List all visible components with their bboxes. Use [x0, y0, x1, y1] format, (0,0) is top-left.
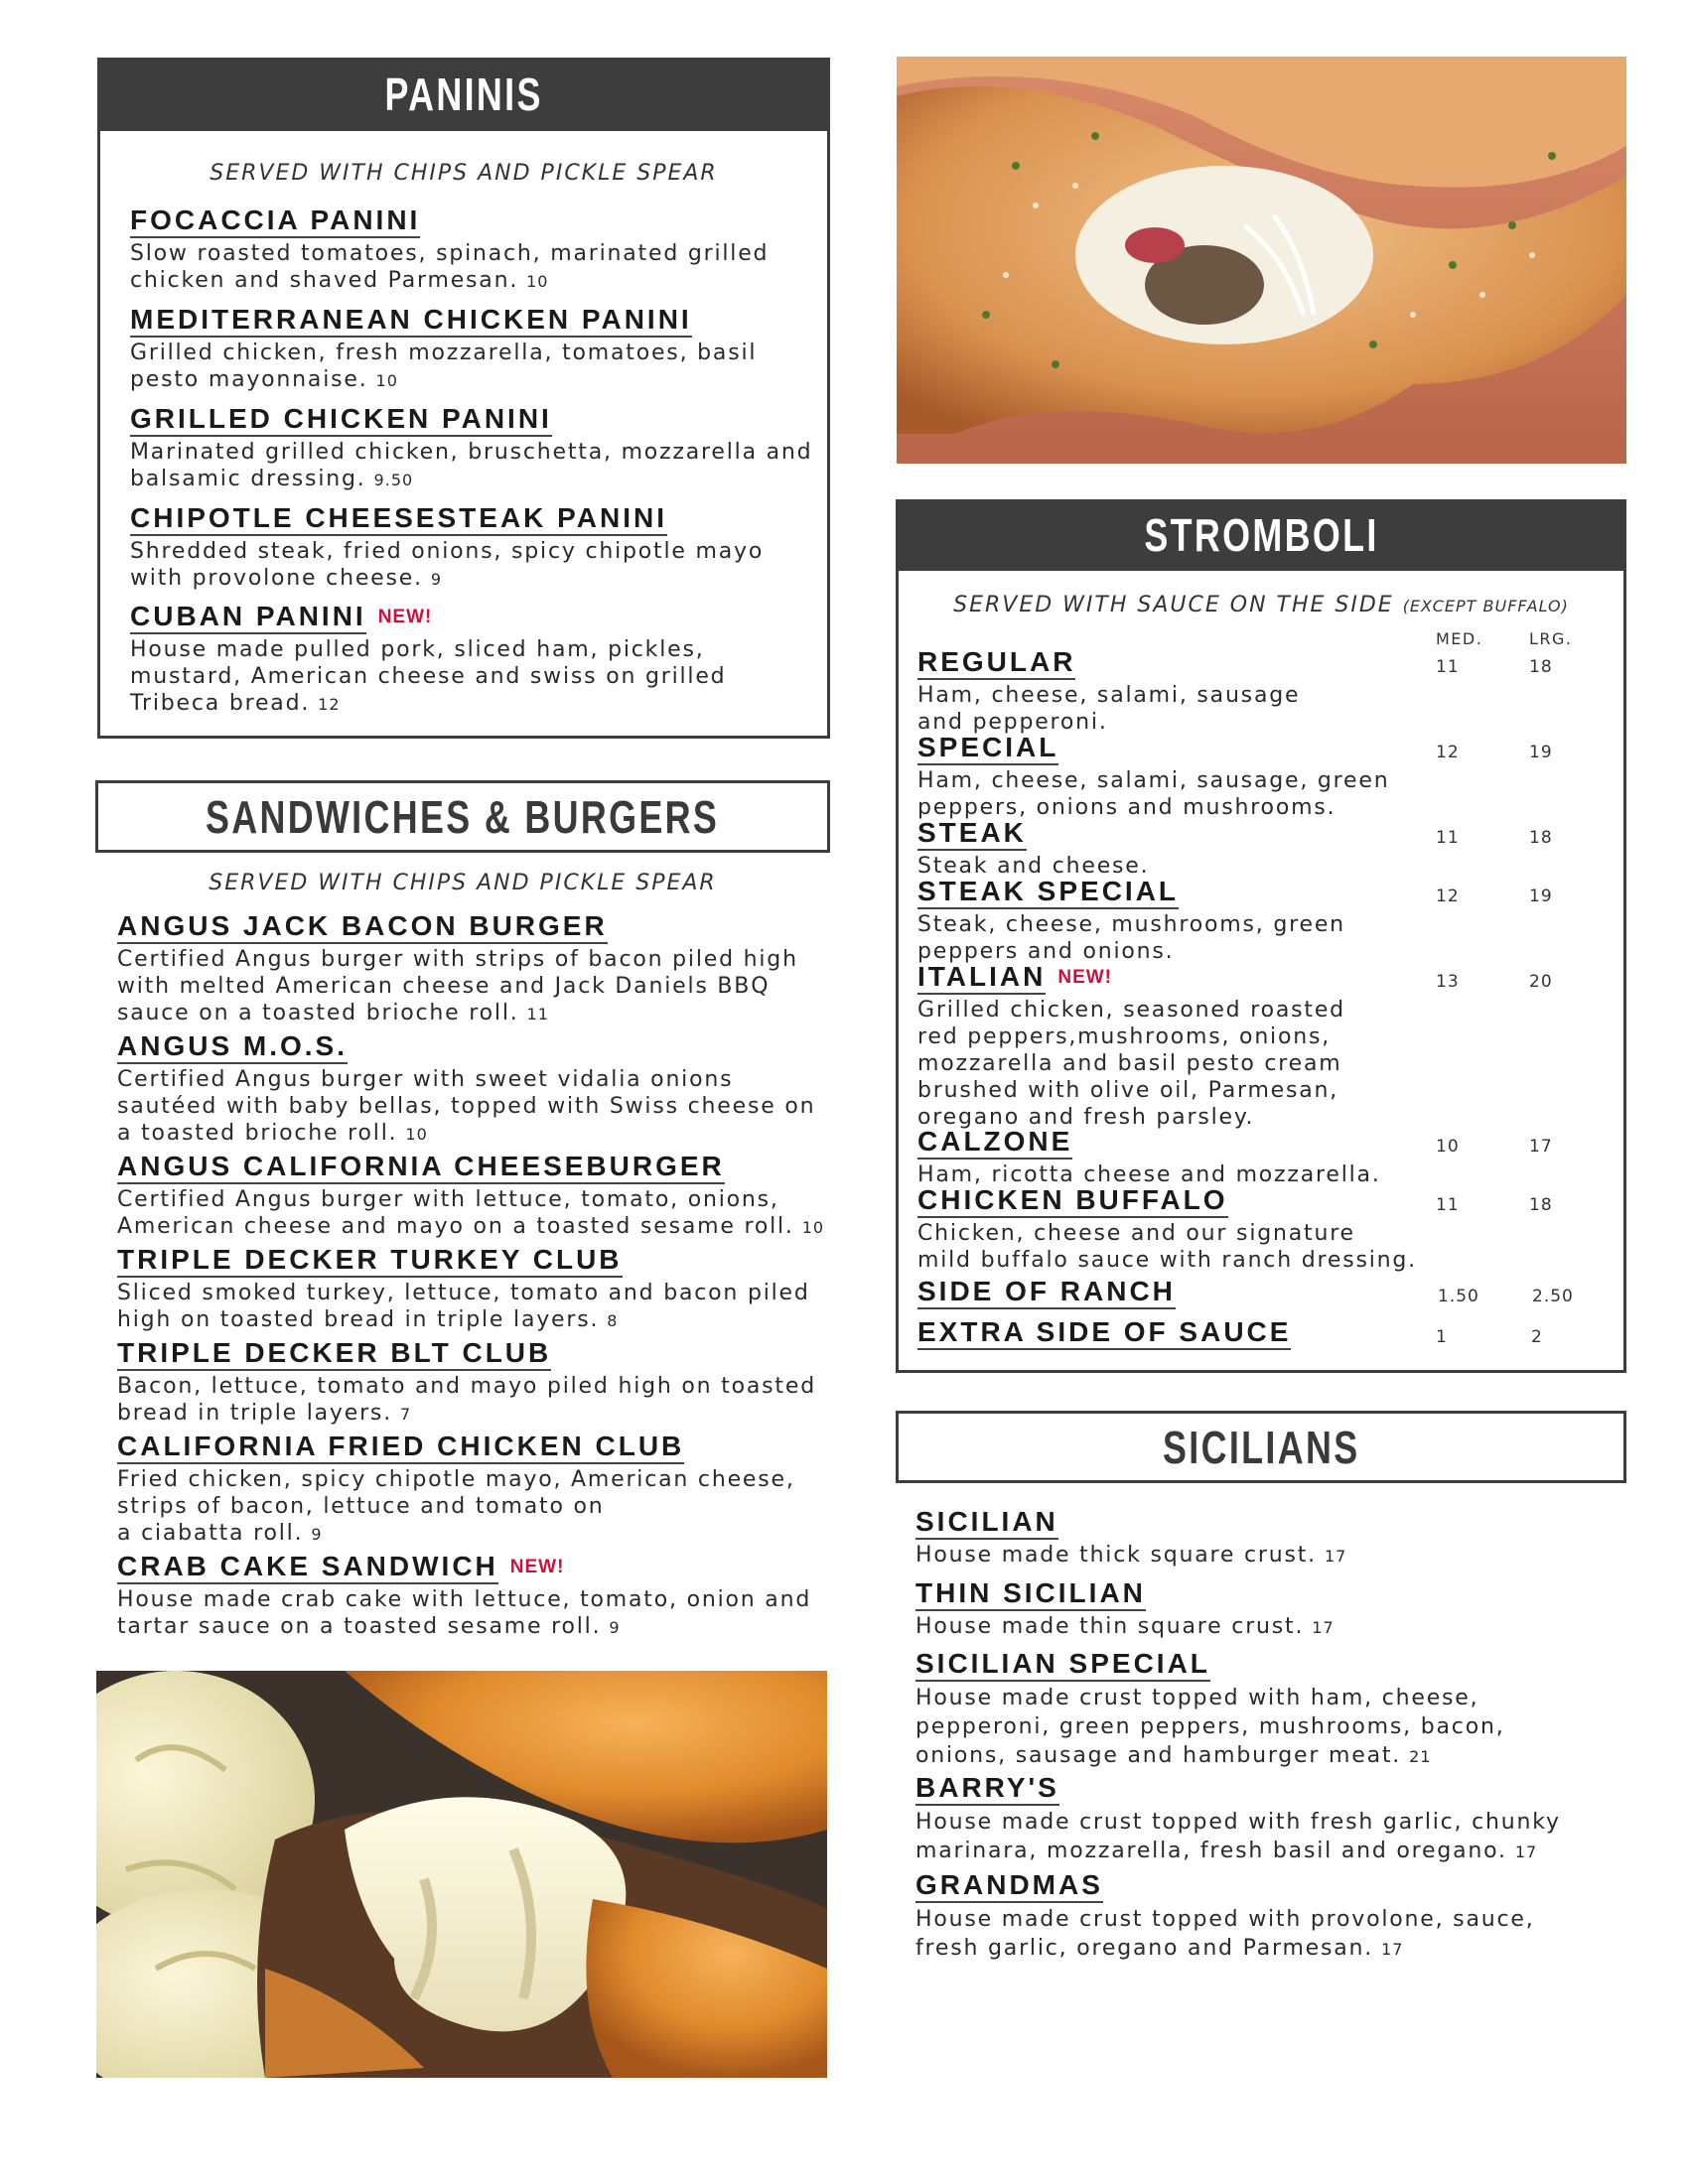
- price-lrg: 19: [1529, 887, 1553, 906]
- item-name: EXTRA SIDE OF SAUCE: [917, 1317, 1291, 1350]
- item-price: 10: [405, 1125, 428, 1144]
- paninis-served-note: SERVED WITH CHIPS AND PICKLE SPEAR: [210, 161, 718, 186]
- item-desc: House made crust topped with fresh garlic, chunky marinara, mozzarella, fresh basil and oregano.: [915, 1810, 1561, 1863]
- new-badge: NEW!: [377, 607, 433, 627]
- item-price: 17: [1514, 1843, 1538, 1861]
- item-desc: House made thin square crust.: [915, 1614, 1305, 1639]
- menu-item: [917, 962, 1345, 1131]
- menu-item: [117, 1245, 810, 1334]
- item-price: 9: [430, 570, 443, 589]
- item-name: CUBAN PANINI: [130, 602, 366, 634]
- item-name: CHIPOTLE CHEESESTEAK PANINI: [130, 503, 667, 536]
- price-lrg: 17: [1529, 1137, 1553, 1157]
- menu-item: [117, 1552, 811, 1641]
- menu-item: [130, 305, 757, 394]
- price-lrg: 18: [1529, 828, 1553, 848]
- menu-item: [117, 1031, 815, 1148]
- sicilians-title: SICILIANS: [1162, 1421, 1360, 1473]
- stromboli-photo: [897, 57, 1626, 464]
- menu-item: [917, 647, 1300, 736]
- stromboli-title: STROMBOLI: [1143, 509, 1379, 561]
- item-name: SPECIAL: [917, 733, 1058, 765]
- item-name: FOCACCIA PANINI: [130, 205, 420, 238]
- item-desc: House made thick square crust.: [915, 1543, 1317, 1568]
- item-name: ANGUS M.O.S.: [117, 1031, 348, 1064]
- price-lrg: 20: [1529, 972, 1553, 992]
- item-name: CALIFORNIA FRIED CHICKEN CLUB: [117, 1432, 684, 1464]
- item-name: ANGUS CALIFORNIA CHEESEBURGER: [117, 1152, 725, 1184]
- item-desc: Ham, ricotta cheese and mozzarella.: [917, 1162, 1381, 1187]
- item-price: 9: [609, 1618, 621, 1637]
- price-lrg: 18: [1529, 657, 1553, 677]
- item-price: 8: [607, 1311, 619, 1330]
- burger-photo: [96, 1671, 827, 2078]
- item-name: TRIPLE DECKER TURKEY CLUB: [117, 1245, 623, 1278]
- sandwiches-header: [95, 780, 830, 853]
- item-name: CALZONE: [917, 1127, 1072, 1160]
- item-name: SIDE OF RANCH: [917, 1277, 1176, 1309]
- sandwiches-title: SANDWICHES & BURGERS: [206, 790, 720, 843]
- price-med: 11: [1436, 1195, 1460, 1215]
- item-name: STEAK SPECIAL: [917, 877, 1179, 909]
- item-desc: Steak, cheese, mushrooms, green peppers and onions.: [917, 912, 1345, 964]
- item-name: SICILIAN SPECIAL: [915, 1649, 1210, 1682]
- item-price: 17: [1381, 1940, 1404, 1959]
- menu-item: [915, 1578, 1335, 1641]
- item-name: SICILIAN: [915, 1507, 1058, 1540]
- item-desc: Fried chicken, spicy chipotle mayo, American cheese, strips of bacon, lettuce and tomato on a ciabatta roll.: [117, 1467, 795, 1546]
- item-name: ITALIAN: [917, 962, 1046, 995]
- sandwiches-served-note: SERVED WITH CHIPS AND PICKLE SPEAR: [209, 871, 717, 895]
- item-desc: House made crust topped with ham, cheese, pepperoni, green peppers, mushrooms, bacon, onions, sausage and hamburger meat.: [915, 1686, 1505, 1768]
- menu-item: [917, 1277, 1176, 1309]
- menu-item: [130, 205, 769, 295]
- item-desc: Certified Angus burger with sweet vidalia onions sautéed with baby bellas, topped with Swiss cheese on a toasted brioche roll.: [117, 1067, 816, 1146]
- menu-item: [130, 404, 812, 493]
- item-desc: Ham, cheese, salami, sausage, green peppers, onions and mushrooms.: [917, 768, 1390, 820]
- item-desc: Shredded steak, fried onions, spicy chipotle mayo with provolone cheese.: [130, 539, 765, 591]
- item-name: CRAB CAKE SANDWICH: [117, 1552, 498, 1584]
- item-desc: Certified Angus burger with strips of bacon piled high with melted American cheese and Jack Daniels BBQ sauce on a toasted brioche roll.: [117, 947, 798, 1025]
- item-price: 17: [1324, 1547, 1347, 1566]
- stromboli-served-exception: (EXCEPT BUFFALO): [1402, 597, 1569, 615]
- item-name: THIN SICILIAN: [915, 1578, 1146, 1611]
- item-desc: Certified Angus burger with lettuce, tomato, onions, American cheese and mayo on a toasted sesame roll.: [117, 1187, 794, 1239]
- item-price: 9: [311, 1525, 323, 1544]
- menu-item: [915, 1773, 1561, 1866]
- item-price: 17: [1312, 1618, 1335, 1637]
- new-badge: NEW!: [1057, 967, 1113, 988]
- item-price: 10: [801, 1218, 825, 1237]
- item-name: REGULAR: [917, 647, 1075, 680]
- item-desc: House made crab cake with lettuce, tomato, onion and tartar sauce on a toasted sesame roll.: [117, 1587, 812, 1639]
- menu-item: [915, 1649, 1505, 1771]
- col-head-med: MED.: [1436, 629, 1483, 648]
- item-price: 10: [375, 371, 398, 390]
- item-desc: Sliced smoked turkey, lettuce, tomato and bacon piled high on toasted bread in triple layers.: [117, 1281, 810, 1332]
- item-desc: House made pulled pork, sliced ham, pickles, mustard, American cheese and swiss on grilled Tribeca bread.: [130, 637, 727, 716]
- stromboli-header: [896, 499, 1626, 571]
- menu-item: [917, 1317, 1291, 1350]
- item-price: 9.50: [373, 471, 414, 489]
- menu-item: [117, 1152, 824, 1241]
- price-lrg: 18: [1529, 1195, 1553, 1215]
- col-head-lrg: LRG.: [1529, 629, 1573, 648]
- item-desc: Chicken, cheese and our signature mild buffalo sauce with ranch dressing.: [917, 1221, 1417, 1273]
- item-price: 21: [1409, 1747, 1432, 1766]
- price-med: 13: [1436, 972, 1460, 992]
- menu-item: [130, 503, 764, 593]
- item-price: 7: [400, 1405, 412, 1424]
- menu-item: [915, 1507, 1346, 1570]
- stromboli-served-note: SERVED WITH SAUCE ON THE SIDE: [953, 593, 1394, 617]
- item-name: GRILLED CHICKEN PANINI: [130, 404, 552, 437]
- price-med: 11: [1436, 828, 1460, 848]
- menu-item: [917, 733, 1389, 821]
- menu-item: [915, 1870, 1535, 1964]
- menu-item: [917, 818, 1149, 880]
- item-name: STEAK: [917, 818, 1027, 851]
- price-lrg: 2: [1531, 1327, 1543, 1347]
- menu-item: [117, 1338, 816, 1428]
- item-desc: Slow roasted tomatoes, spinach, marinated grilled chicken and shaved Parmesan.: [130, 241, 770, 293]
- sicilians-header: [896, 1411, 1626, 1483]
- item-desc: Marinated grilled chicken, bruschetta, mozzarella and balsamic dressing.: [130, 440, 813, 491]
- price-med: 12: [1436, 887, 1460, 906]
- item-desc: Steak and cheese.: [917, 854, 1150, 879]
- menu-item: [117, 1432, 795, 1548]
- item-desc: Grilled chicken, seasoned roasted red peppers,mushrooms, onions, mozzarella and basil pesto cream brushed with olive oil, Parmesan, oregano and fresh parsley.: [917, 998, 1345, 1130]
- menu-item: [917, 877, 1345, 965]
- menu-item: [117, 911, 798, 1027]
- item-name: GRANDMAS: [915, 1870, 1103, 1903]
- item-desc: House made crust topped with provolone, sauce, fresh garlic, oregano and Parmesan.: [915, 1907, 1535, 1961]
- price-lrg: 19: [1529, 743, 1553, 762]
- item-name: ANGUS JACK BACON BURGER: [117, 911, 608, 944]
- item-name: CHICKEN BUFFALO: [917, 1185, 1228, 1218]
- new-badge: NEW!: [509, 1557, 565, 1577]
- item-name: BARRY'S: [915, 1773, 1059, 1806]
- item-price: 11: [526, 1005, 549, 1024]
- item-desc: Bacon, lettuce, tomato and mayo piled high on toasted bread in triple layers.: [117, 1374, 816, 1426]
- stromboli-photo-art: [897, 57, 1626, 464]
- price-med: 1: [1436, 1327, 1448, 1347]
- menu-item: [917, 1127, 1381, 1188]
- price-lrg: 2.50: [1532, 1287, 1574, 1306]
- paninis-title: PANINIS: [384, 68, 543, 120]
- menu-item: [917, 1185, 1417, 1274]
- item-name: TRIPLE DECKER BLT CLUB: [117, 1338, 551, 1371]
- burger-photo-art: [96, 1671, 827, 2078]
- item-price: 12: [318, 695, 341, 714]
- price-med: 11: [1436, 657, 1460, 677]
- price-med: 10: [1436, 1137, 1460, 1157]
- menu-item: [130, 602, 726, 718]
- item-desc: Grilled chicken, fresh mozzarella, tomatoes, basil pesto mayonnaise.: [130, 341, 758, 392]
- item-price: 10: [526, 272, 549, 291]
- price-med: 1.50: [1438, 1287, 1479, 1306]
- item-name: MEDITERRANEAN CHICKEN PANINI: [130, 305, 692, 338]
- paninis-header: [97, 58, 830, 131]
- price-med: 12: [1436, 743, 1460, 762]
- item-desc: Ham, cheese, salami, sausage and pepperoni.: [917, 683, 1301, 735]
